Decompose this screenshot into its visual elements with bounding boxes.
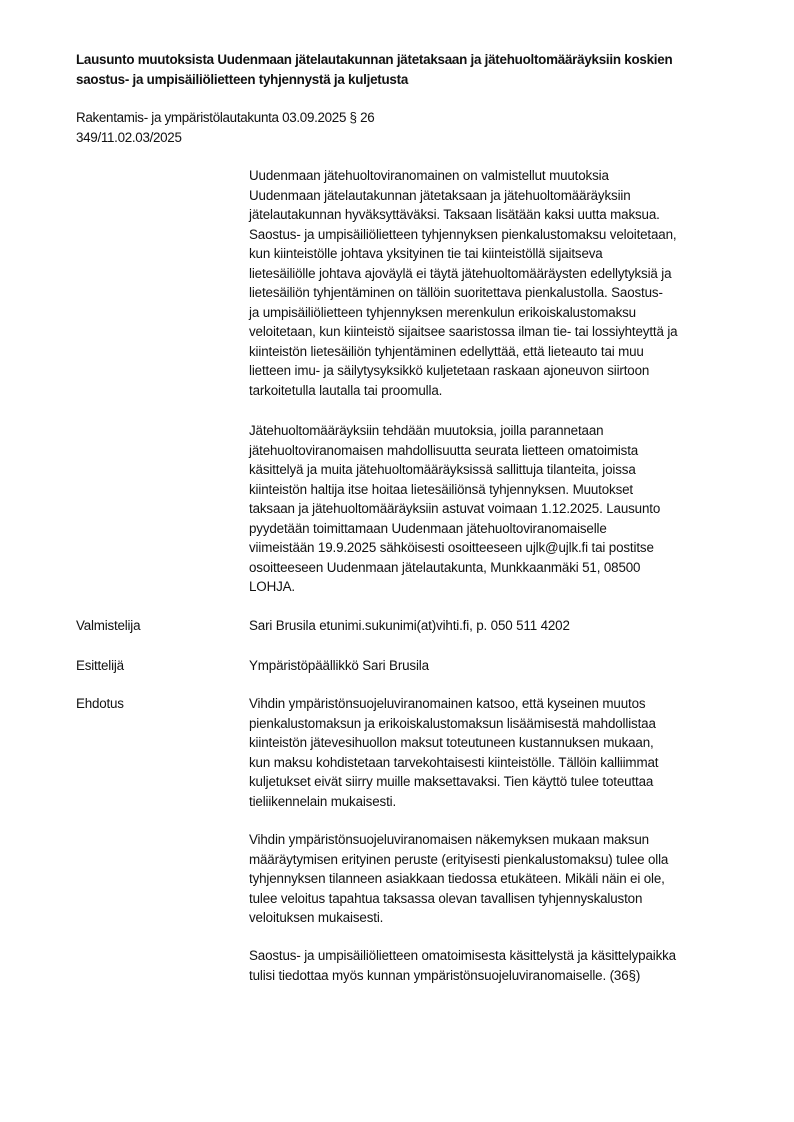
text-line: taksaan ja jätehuoltomääräyksiin astuvat voimaan 1.12.2025. Lausunto [249,501,661,516]
text-line: osoitteeseen Uudenmaan jätelautakunta, Munkkaanmäki 51, 08500 [249,559,641,575]
text-line: Uudenmaan jätehuoltoviranomainen on valmistellut muutoksia [249,168,609,183]
text-line: kiinteistön haltija itse hoitaa lietesäiliönsä tyhjennyksen. Muutokset [249,481,634,497]
text-line: ja umpisäiliölietteen tyhjennyksen merenkulun erikoiskalustomaksu [249,304,636,320]
text-line: Saostus- ja umpisäiliölietteen omatoimisesta käsittelystä ja käsittelypaikka [249,948,676,963]
text-line: tulee veloitus tapahtua taksassa olevan tavallisen tyhjennyskaluston [249,890,643,906]
proposal-label: Ehdotus [76,696,124,711]
text-line: pyydetään toimittamaan Uudenmaan jätehuoltoviranomaiselle [249,520,607,536]
text-line: lietesäiliölle johtava ajoväylä ei täytä jätehuoltomääräysten edellytyksiä ja [249,265,672,281]
text-line: kuljetukset eivät siirry muille maksettavaksi. Tien käyttö tulee toteuttaa [249,774,654,789]
text-line: Vihdin ympäristönsuojeluviranomaisen näkemyksen mukaan maksun [249,832,649,847]
document-title [76,50,756,90]
text-line: Vihdin ympäristönsuojeluviranomainen katsoo, että kyseinen muutos [249,696,646,711]
text-line: lietesäiliön tyhjentäminen on tällöin suoritettava pienkalustolla. Saostus- [249,285,663,300]
text-line: tulisi tiedottaa myös kunnan ympäristönsuojeluviranomaiselle. (36§) [249,967,641,983]
text-line: kiinteistön jätevesihuollon maksut toteutuneen kustannuksen mukaan, [249,735,654,750]
text-line: kiinteistön lietesäiliön tyhjentäminen edellyttää, että lieteauto tai muu [249,343,644,359]
text-line: jätelautakunnan hyväksyttäväksi. Taksaan lisätään kaksi uutta maksua. [249,207,660,222]
meeting-reference: Rakentamis- ja ympäristölautakunta 03.09.2025 § 26 [76,110,375,125]
text-line: määräytymisen erityinen peruste (erityisesti pienkalustomaksu) tulee olla [249,851,669,867]
text-line: LOHJA. [249,579,295,594]
presenter-label: Esittelijä [76,658,124,673]
text-line: Uudenmaan jätelautakunnan jätetaksaan ja jätehuoltomääräyksiin [249,187,631,203]
text-line: jätehuoltoviranomaisen mahdollisuutta seurata lietteen omatoimista [249,442,639,458]
text-line: veloitetaan, kun kiinteistö sijaitsee saaristossa ilman tie- tai lossiyhteyttä ja [249,324,678,339]
text-line: kun kiinteistölle johtava yksityinen tie tai kiinteistöllä sijaitseva [249,246,603,261]
text-line: lietteen imu- ja säilytysyksikkö kuljetetaan raskaan ajoneuvon siirtoon [249,363,650,378]
proposal-paragraph-1 [249,694,759,811]
text-line: Jätehuoltomääräyksiin tehdään muutoksia, joilla parannetaan [249,423,604,438]
intro-paragraph-1 [249,166,759,400]
proposal-paragraph-2 [249,830,759,928]
title-line: saostus- ja umpisäiliölietteen tyhjennystä ja kuljetusta [76,72,409,87]
title-line: Lausunto muutoksista Uudenmaan jätelautakunnan jätetaksaan ja jätehuoltomääräyksiin koskien [76,52,673,67]
text-line: pienkalustomaksun ja erikoiskalustomaksun lisäämisestä mahdollistaa [249,715,656,731]
text-line: tieliikennelain mukaisesti. [249,793,397,809]
presenter-value: Ympäristöpäällikkö Sari Brusila [249,658,429,673]
text-line: viimeistään 19.9.2025 sähköisesti osoitteeseen ujlk@ujlk.fi tai postitse [249,540,654,555]
text-line: tyhjennyksen tilanneen asiakkaan tiedossa etukäteen. Mikäli näin ei ole, [249,871,665,886]
meeting-info [76,108,374,148]
text-line: käsittelyä ja muita jätehuoltomääräyksissä sallittuja tilanteita, joissa [249,462,636,477]
text-line: Saostus- ja umpisäiliölietteen tyhjennyksen pienkalustomaksu veloitetaan, [249,226,677,242]
record-number: 349/11.02.03/2025 [76,130,182,145]
preparer-label: Valmistelija [76,618,141,633]
intro-paragraph-2 [249,421,759,597]
preparer-value: Sari Brusila etunimi.sukunimi(at)vihti.fi, p. 050 511 4202 [249,618,570,633]
text-line: kun maksu kohdistetaan tarvekohtaisesti kiinteistölle. Tällöin kalliimmat [249,754,659,770]
text-line: veloituksen mukaisesti. [249,910,384,925]
text-line: tarkoitetulla lautalla tai proomulla. [249,382,443,398]
proposal-paragraph-3 [249,946,759,985]
